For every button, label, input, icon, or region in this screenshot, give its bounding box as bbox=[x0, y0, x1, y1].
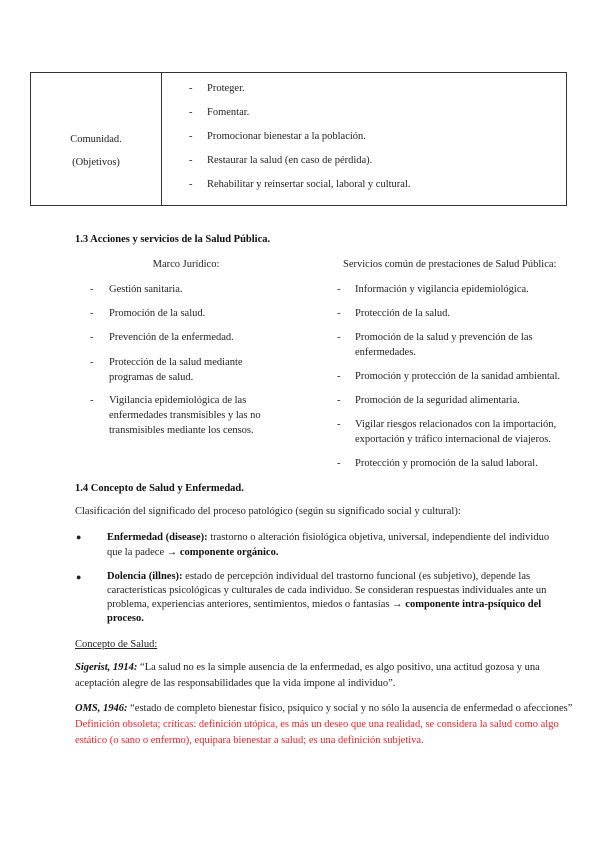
sigerist-definition: Sigerist, 1914: “La salud no es la simple ausencia de la enfermedad, es algo positivo, una actitud gozosa y una aceptación alegre de las responsabilidades que la vida impone al individuo”. bbox=[75, 662, 540, 689]
table-list-item: Rehabilitar y reinsertar social, laboral y cultural. bbox=[207, 179, 411, 190]
table-list-item: Restaurar la salud (en caso de pérdida). bbox=[207, 155, 373, 166]
dash-marker: - bbox=[337, 419, 341, 430]
oms-critique: Definición obsoleta; críticas: definición utópica, es más un deseo que una realidad, se considera la salud como algo estático (o sano o enfermo), equipara bienestar a salud; es una definición subjetiva. bbox=[75, 719, 559, 746]
dash-marker: - bbox=[90, 395, 94, 406]
dash-marker: - bbox=[337, 371, 341, 382]
marco-juridico-heading: Marco Jurídico: bbox=[152, 259, 220, 270]
section-1-3-heading: 1.3 Acciones y servicios de la Salud Pública. bbox=[75, 234, 271, 245]
dash-marker: - bbox=[189, 107, 193, 118]
list-item: Promoción de la salud. bbox=[109, 308, 206, 319]
list-item: Vigilar riesgos relacionados con la importación, exportación y tráfico internacional de viajeros. bbox=[355, 419, 557, 445]
list-item: Vigilancia epidemiológica de las enfermedades transmisibles y las no transmisibles mediante los censos. bbox=[109, 395, 261, 436]
list-item: Prevención de la enfermedad. bbox=[109, 332, 234, 343]
dash-marker: - bbox=[189, 131, 193, 142]
concepto-salud-subheading: Concepto de Salud: bbox=[75, 639, 158, 650]
list-item: Información y vigilancia epidemiológica. bbox=[355, 284, 529, 295]
left-cell-line: Comunidad. bbox=[70, 134, 122, 145]
list-item: Promoción de la seguridad alimentaria. bbox=[355, 395, 520, 406]
table-list-item: Fomentar. bbox=[207, 107, 250, 118]
bullet-icon: ● bbox=[76, 572, 82, 582]
objectives-table bbox=[30, 72, 567, 206]
dash-marker: - bbox=[90, 284, 94, 295]
dash-marker: - bbox=[337, 284, 341, 295]
list-item: Protección de la salud mediante programas de salud. bbox=[109, 357, 243, 383]
list-item: Protección de la salud. bbox=[355, 308, 451, 319]
table-list-item: Proteger. bbox=[207, 83, 245, 94]
dash-marker: - bbox=[337, 308, 341, 319]
table-divider bbox=[161, 73, 162, 205]
oms-definition: OMS, 1946: “estado de completo bienestar físico, psíquico y social y no sólo la ausencia de enfermedad o afecciones” Definición obsoleta; críticas: definición utópica, es más un deseo que una realidad, se considera la salud como algo estático (o sano o enfermo), equipara bienestar a salud; es una definición subjetiva. bbox=[75, 703, 573, 746]
list-item: Protección y promoción de la salud laboral. bbox=[355, 458, 538, 469]
bullet-icon: ● bbox=[76, 532, 82, 542]
dolencia-definition: Dolencia (illnes): estado de percepción individual del trastorno funcional (es subjetivo), depende las características psicológicas y culturales de cada individuo. Se consideran respuestas individuales ante un problema, experiencias anteriores, sentimientos, miedos o fantasías → componente intra-psíquico del proceso. bbox=[107, 571, 547, 624]
dash-marker: - bbox=[90, 357, 94, 368]
left-cell-line: (Objetivos) bbox=[72, 157, 120, 168]
section-1-4-heading: 1.4 Concepto de Salud y Enfermedad. bbox=[75, 483, 244, 494]
list-item: Gestión sanitaria. bbox=[109, 284, 183, 295]
dash-marker: - bbox=[337, 332, 341, 343]
dash-marker: - bbox=[337, 458, 341, 469]
dash-marker: - bbox=[189, 179, 193, 190]
table-list-item: Promocionar bienestar a la población. bbox=[207, 131, 366, 142]
classification-intro: Clasificación del significado del proceso patológico (según su significado social y cultural): bbox=[75, 506, 461, 517]
dash-marker: - bbox=[189, 83, 193, 94]
dash-marker: - bbox=[337, 395, 341, 406]
enfermedad-definition: Enfermedad (disease): trastorno o alteración fisiológica objetiva, universal, independiente del individuo que la padece → componente orgánico. bbox=[107, 532, 550, 558]
table-left-cell bbox=[31, 128, 161, 174]
list-item: Promoción y protección de la sanidad ambiental. bbox=[355, 371, 560, 382]
dash-marker: - bbox=[90, 332, 94, 343]
dash-marker: - bbox=[90, 308, 94, 319]
dash-marker: - bbox=[189, 155, 193, 166]
servicios-heading: Servicios común de prestaciones de Salud Pública: bbox=[343, 259, 557, 270]
list-item: Promoción de la salud y prevención de las enfermedades. bbox=[355, 332, 533, 358]
